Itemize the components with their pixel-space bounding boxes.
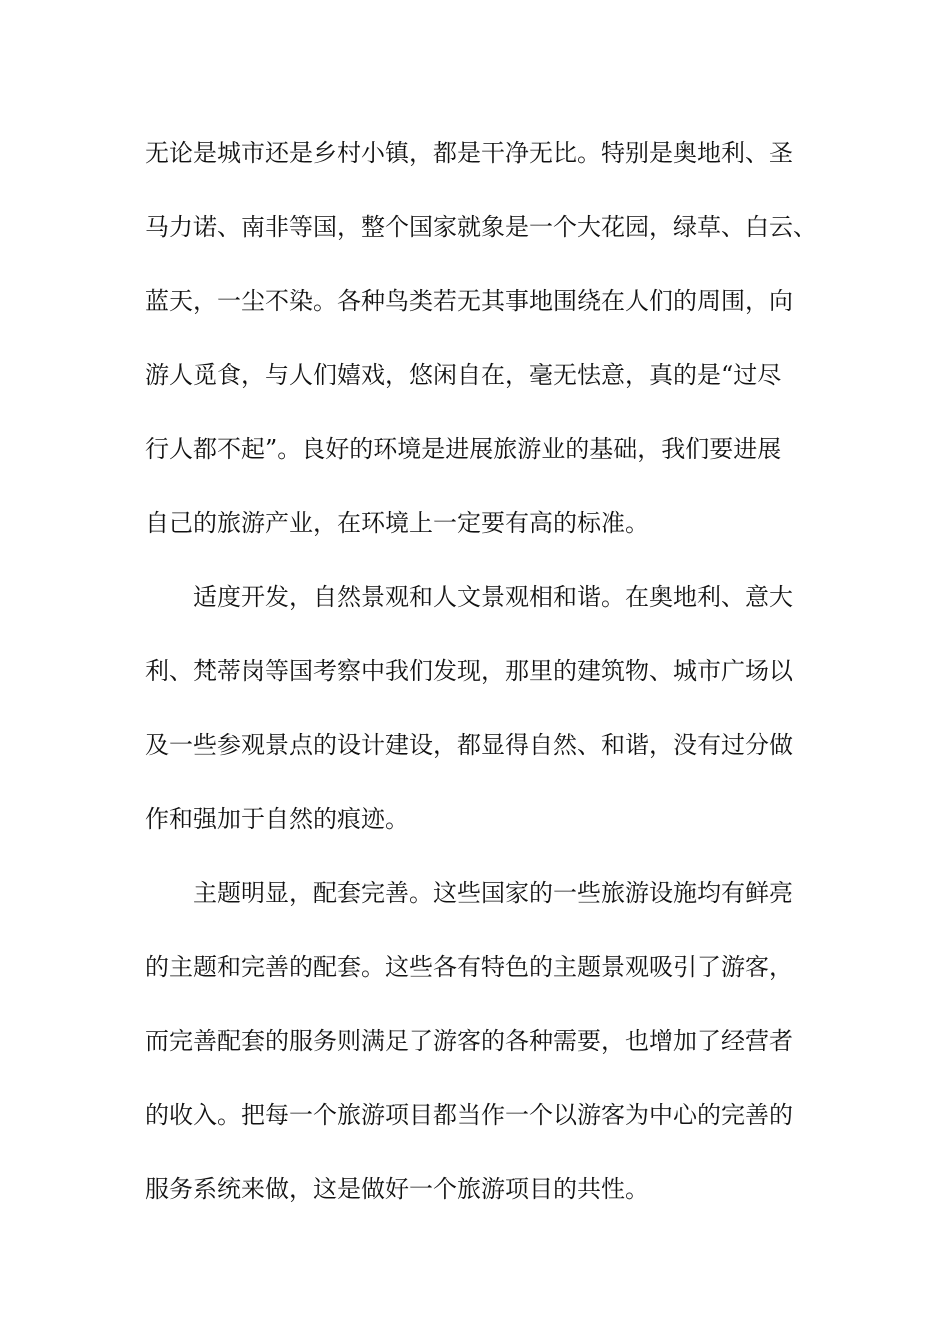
text-line: 而完善配套的服务则满足了游客的各种需要，也增加了经营者 <box>145 1027 793 1055</box>
text-line: 自己的旅游产业，在环境上一定要有高的标准。 <box>145 509 649 537</box>
text-line: 作和强加于自然的痕迹。 <box>145 805 409 833</box>
text-line: 行人都不起”。良好的环境是进展旅游业的基础，我们要进展 <box>145 435 782 463</box>
text-line: 利、梵蒂岗等国考察中我们发现，那里的建筑物、城市广场以 <box>145 657 793 685</box>
text-line: 及一些参观景点的设计建设，都显得自然、和谐，没有过分做 <box>145 731 793 759</box>
text-line: 的收入。把每一个旅游项目都当作一个以游客为中心的完善的 <box>145 1101 793 1129</box>
text-line: 游人觅食，与人们嬉戏，悠闲自在，毫无怯意，真的是“过尽 <box>145 361 782 389</box>
text-line: 马力诺、南非等国，整个国家就象是一个大花园，绿草、白云、 <box>145 213 817 241</box>
paragraph-first-line: 主题明显，配套完善。这些国家的一些旅游设施均有鲜亮 <box>193 879 793 907</box>
paragraph-first-line: 适度开发，自然景观和人文景观相和谐。在奥地利、意大 <box>193 583 793 611</box>
text-line: 的主题和完善的配套。这些各有特色的主题景观吸引了游客， <box>145 953 793 981</box>
text-line: 服务系统来做，这是做好一个旅游项目的共性。 <box>145 1175 649 1203</box>
text-line: 无论是城市还是乡村小镇，都是干净无比。特别是奥地利、圣 <box>145 139 793 167</box>
text-line: 蓝天，一尘不染。各种鸟类若无其事地围绕在人们的周围，向 <box>145 287 793 315</box>
